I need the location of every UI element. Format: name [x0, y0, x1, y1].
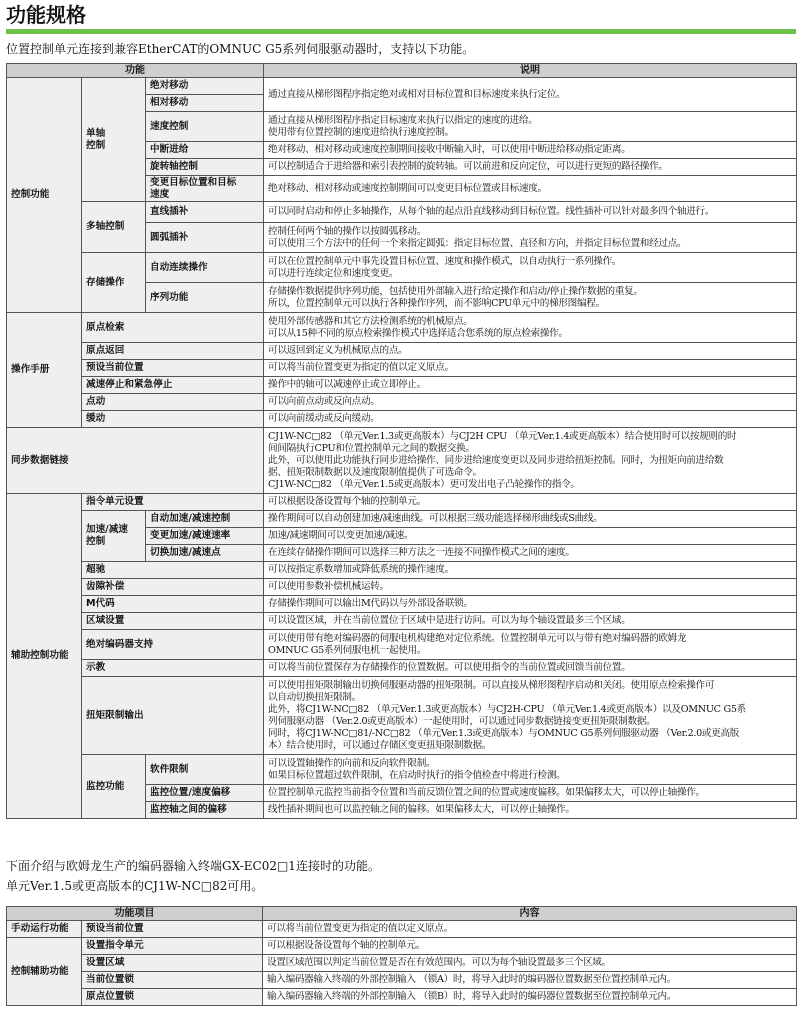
text-line: 可以在位置控制单元中事先设置目标位置、速度和操作模式，以自动执行一系列操作。 — [268, 255, 622, 267]
item-teaching: 示教 — [82, 660, 264, 677]
desc-change-target — [264, 176, 797, 202]
desc-absolute-relative-move — [264, 78, 797, 112]
desc-monitor-deviation — [264, 785, 797, 802]
desc-circular-interp — [264, 223, 797, 253]
desc-preset-position — [264, 360, 797, 377]
desc-teaching — [264, 660, 797, 677]
text-line: 可以按指定系数增加或降低系统的操作速度。 — [268, 564, 454, 575]
subgroup-accel-decel — [82, 511, 146, 562]
item-override: 超驰 — [82, 562, 264, 579]
text-line: 可以向前点动或反向点动。 — [268, 396, 380, 407]
desc-cmd-unit: 可以根据设备设置每个轴的控制单元。 — [263, 938, 797, 955]
desc-rotary-axis — [264, 159, 797, 176]
subgroup-multi-axis: 多轴控制 — [82, 202, 146, 253]
desc-pos-lock: 输入编码器输入终端的外部控制输入 （锁A）时，将导入此时的编码器位置数据至位置控制单元内。 — [263, 972, 797, 989]
text-line: 可以将当前位置变更为指定的值以定义原点。 — [268, 362, 454, 373]
item-auto-continuous: 自动连续操作 — [146, 253, 264, 283]
text-line: 加速/减速 — [86, 524, 128, 535]
item-software-limit: 软件限制 — [146, 755, 264, 785]
desc-inching — [264, 411, 797, 428]
text-line: 存储操作数据提供序列功能，包括使用外部输入进行给定操作和启动/停止操作数据的重复。 — [268, 285, 643, 297]
desc-monitor-axes — [264, 802, 797, 819]
item-change-target — [146, 176, 264, 202]
text-line: 操作中的轴可以减速停止或立即停止。 — [268, 379, 427, 390]
text-line: 可以使用三个方法中的任何一个来指定圆弧：指定目标位置、直径和方向，并指定目标位置和经过点。 — [268, 237, 687, 249]
group-aux-control: 辅助控制功能 — [7, 494, 82, 819]
item-origin-lock: 原点位置锁 — [82, 989, 263, 1006]
item-backlash: 齿隙补偿 — [82, 579, 264, 596]
desc-change-accel-rate — [264, 528, 797, 545]
item-cmd-unit-setting: 指令单元设置 — [82, 494, 264, 511]
text-line: 此外，可以使用此功能执行同步进给操作、同步进给速度变更以及同步进给扭矩控制。同时，为扭矩向前进给数 — [268, 454, 724, 466]
item-monitor-axes: 监控轴之间的偏移 — [146, 802, 264, 819]
item-rotary-axis: 旋转轴控制 — [146, 159, 264, 176]
text-line: 可以设置轴操作的向前和反向软件限制。 — [268, 757, 436, 769]
desc-decel-stop — [264, 377, 797, 394]
text-line: 可以根据设备设置每个轴的控制单元。 — [268, 496, 427, 507]
desc-origin-lock: 输入编码器输入终端的外部控制输入 （锁B）时，将导入此时的编码器位置数据至位置控制单元内。 — [263, 989, 797, 1006]
item-preset: 预设当前位置 — [82, 921, 263, 938]
text-line: 所以，位置控制单元可以执行各种操作序列，而不影响CPU单元中的梯形图编程。 — [268, 297, 605, 309]
desc-zone: 设置区域范围以判定当前位置是否在有效范围内。可以为每个轴设置最多三个区域。 — [263, 955, 797, 972]
text-line: 如果目标位置超过软件限制，在启动时执行的指令值检查中将进行检测。 — [268, 769, 566, 781]
item-inching: 缓动 — [82, 411, 264, 428]
text-line: CJ1W-NC□82 （单元Ver.1.5或更高版本）更可发出电子凸轮操作的指令。 — [268, 478, 580, 490]
text-line: 在连续存储操作期间可以选择三种方法之一连接不同操作模式之间的速度。 — [268, 547, 575, 558]
item-abs-encoder: 绝对编码器支持 — [82, 630, 264, 660]
desc-jog — [264, 394, 797, 411]
desc-torque-limit — [264, 677, 797, 755]
item-interrupt-feed: 中断进给 — [146, 142, 264, 159]
desc-interrupt-feed — [264, 142, 797, 159]
text-line: 间间隔执行CPU和位置控制单元之间的数据交换。 — [268, 442, 475, 454]
desc-speed-control — [264, 112, 797, 142]
group-aux: 控制辅助功能 — [7, 938, 82, 1006]
text-line: 绝对移动、相对移动或速度控制期间可以变更目标位置或目标速度。 — [268, 182, 547, 194]
text-line: 单轴 — [86, 127, 106, 139]
header-function-item: 功能项目 — [7, 907, 263, 921]
subgroup-memory-op: 存储操作 — [82, 253, 146, 313]
text-line: 位置控制单元监控当前指令位置和当前反馈位置之间的位置或速度偏移。如果偏移太大，可以停止轴操作。 — [268, 787, 705, 798]
text-line: 绝对移动、相对移动或速度控制期间接收中断输入时，可以使用中断进给移动指定距离。 — [268, 144, 631, 155]
desc-preset: 可以将当前位置变更为指定的值以定义原点。 — [263, 921, 797, 938]
text-line: 存储操作期间可以输出M代码以与外部设备联锁。 — [268, 598, 473, 609]
desc-sequence-func — [264, 283, 797, 313]
item-preset-position: 预设当前位置 — [82, 360, 264, 377]
text-line: 可以向前缓动或反向缓动。 — [268, 413, 380, 424]
group-manual-op: 操作手册 — [7, 313, 82, 428]
desc-linear-interp — [264, 202, 797, 223]
text-line: 可以同时启动和停止多轴操作，从每个轴的起点沿直线移动到目标位置。线性插补可以针对最多四个轴进行。 — [268, 206, 715, 217]
desc-cmd-unit-setting — [264, 494, 797, 511]
text-line: 通过直接从梯形图程序指定目标速度来执行以指定的速度的进给。 — [268, 114, 538, 126]
text-line: CJ1W-NC□82 （单元Ver.1.3或更高版本）与CJ2H CPU （单元Ver.1.4或更高版本）结合使用时可以按规则的时 — [268, 430, 737, 442]
desc-software-limit — [264, 755, 797, 785]
text-line: 可以使用参数补偿机械运转。 — [268, 581, 389, 592]
page-title: 功能规格 — [6, 3, 86, 27]
text-line: 可以使用带有绝对编码器的伺服电机构建绝对定位系统。位置控制单元可以与带有绝对编码器的欧姆龙 — [268, 632, 687, 644]
text-line: 可以将当前位置保存为存储操作的位置数据。可以使用指令的当前位置或回馈当前位置。 — [268, 662, 631, 673]
item-pos-lock: 当前位置锁 — [82, 972, 263, 989]
note-unit-version: 单元Ver.1.5或更高版本的CJ1W-NC□82可用。 — [6, 879, 264, 893]
item-zone-setting: 区域设置 — [82, 613, 264, 630]
header-function: 功能 — [7, 64, 264, 78]
header-description: 说明 — [264, 64, 797, 78]
item-jog: 点动 — [82, 394, 264, 411]
text-line: 控制 — [86, 139, 106, 151]
text-line: 可以使用扭矩限制输出切换伺服驱动器的扭矩限制。可以直接从梯形图程序启动和关闭。使用原点检索操作可 — [268, 679, 715, 691]
item-zone: 设置区域 — [82, 955, 263, 972]
text-line: 控制 — [86, 536, 106, 547]
desc-override — [264, 562, 797, 579]
text-line: 操作期间可以自动创建加速/减速曲线。可以根据三级功能选择梯形曲线或S曲线。 — [268, 513, 603, 524]
text-line: 使用外部传感器和其它方法检测系统的机械原点。 — [268, 315, 473, 327]
text-line: 变更目标位置和目标 — [150, 176, 237, 188]
encoder-function-table — [6, 906, 797, 1006]
desc-auto-accel — [264, 511, 797, 528]
text-line: 加速/减速期间可以变更加速/减速。 — [268, 530, 414, 541]
item-absolute-move: 绝对移动 — [146, 78, 264, 95]
text-line: 速度 — [150, 188, 170, 200]
text-line: 本）结合使用时，可以通过存储区变更扭矩限制数据。 — [268, 739, 492, 751]
text-line: 据、扭矩限制数据以及速度限制值提供了可选命令。 — [268, 466, 482, 478]
text-line: OMNUC G5系列伺服电机一起使用。 — [268, 644, 427, 656]
item-relative-move: 相对移动 — [146, 95, 264, 112]
desc-m-code — [264, 596, 797, 613]
text-line: 使用带有位置控制的速度进给执行速度控制。 — [268, 126, 454, 138]
desc-origin-return — [264, 343, 797, 360]
text-line: 可以返回到定义为机械原点的点。 — [268, 345, 408, 356]
desc-switch-accel-point — [264, 545, 797, 562]
text-line: 可以进行连续定位和速度变更。 — [268, 267, 399, 279]
title-underline — [6, 29, 796, 34]
function-spec-table — [6, 63, 797, 819]
subgroup-monitor: 监控功能 — [82, 755, 146, 819]
item-linear-interp: 直线插补 — [146, 202, 264, 223]
header-content: 内容 — [263, 907, 797, 921]
item-sequence-func: 序列功能 — [146, 283, 264, 313]
item-torque-limit: 扭矩限制输出 — [82, 677, 264, 755]
item-switch-accel-point: 切换加速/减速点 — [146, 545, 264, 562]
item-decel-stop: 减速停止和紧急停止 — [82, 377, 264, 394]
text-line: 通过直接从梯形图程序指定绝对或相对目标位置和目标速度来执行定位。 — [268, 88, 566, 100]
item-origin-return: 原点返回 — [82, 343, 264, 360]
text-line: 以自动切换扭矩限制。 — [268, 691, 361, 703]
text-line: 可以从15种不同的原点检索操作模式中选择适合您系统的原点检索操作。 — [268, 327, 568, 339]
text-line: 同时，将CJ1W-NC□81/-NC□82 （单元Ver.1.3或更高版本）与OMNUC G5系列伺服驱动器 （Ver.2.0或更高版 — [268, 727, 740, 739]
item-monitor-deviation: 监控位置/速度偏移 — [146, 785, 264, 802]
text-line: 可以设置区域，并在当前位置位于区域中是进行访问。可以为每个轴设置最多三个区域。 — [268, 615, 631, 626]
desc-sync-link — [264, 428, 797, 494]
text-line: 可以控制适合于进给器和索引表控制的旋转轴。可以前进和反向定位，可以进行更短的路径操作。 — [268, 161, 668, 172]
text-line: 线性插补期间也可以监控轴之间的偏移。如果偏移太大，可以停止轴操作。 — [268, 804, 575, 815]
text-line: 列伺服驱动器 （Ver.2.0或更高版本）一起使用时，可以通过同步数据链接变更扭矩限制数据。 — [268, 715, 656, 727]
text-line: 此外，将CJ1W-NC□82 （单元Ver.1.3或更高版本）与CJ2H-CPU （单元Ver.1.4或更高版本）以及OMNUC G5系 — [268, 703, 746, 715]
note-encoder-terminal: 下面介绍与欧姆龙生产的编码器输入终端GX-EC02□1连接时的功能。 — [6, 859, 380, 873]
group-sync-link: 同步数据链接 — [7, 428, 264, 494]
group-control-function: 控制功能 — [7, 78, 82, 313]
desc-origin-search — [264, 313, 797, 343]
item-speed-control: 速度控制 — [146, 112, 264, 142]
desc-zone-setting — [264, 613, 797, 630]
item-change-accel-rate: 变更加速/减速速率 — [146, 528, 264, 545]
item-m-code: M代码 — [82, 596, 264, 613]
text-line: 控制任何两个轴的操作以按圆弧移动。 — [268, 225, 427, 237]
desc-abs-encoder — [264, 630, 797, 660]
desc-backlash — [264, 579, 797, 596]
item-origin-search: 原点检索 — [82, 313, 264, 343]
item-cmd-unit: 设置指令单元 — [82, 938, 263, 955]
group-manual-run: 手动运行功能 — [7, 921, 82, 938]
item-circular-interp: 圆弧插补 — [146, 223, 264, 253]
item-auto-accel: 自动加速/减速控制 — [146, 511, 264, 528]
desc-auto-continuous — [264, 253, 797, 283]
intro-text: 位置控制单元连接到兼容EtherCAT的OMNUC G5系列伺服驱动器时，支持以下功能。 — [6, 42, 475, 56]
subgroup-single-axis — [82, 78, 146, 202]
